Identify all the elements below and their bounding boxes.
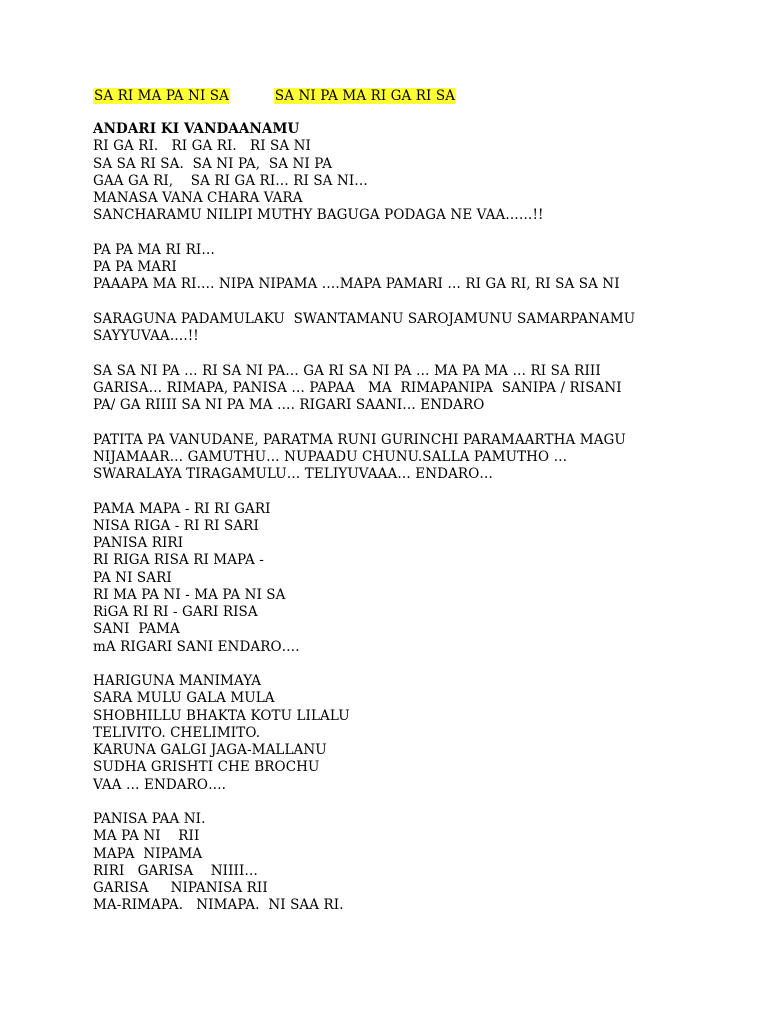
lyric-line: SARAGUNA PADAMULAKU SWANTAMANU SAROJAMUNU SAMARPANAMU [93, 310, 636, 327]
lyric-line: SANI PAMA [93, 621, 180, 638]
lyric-line: VAA … ENDARO…. [93, 776, 227, 793]
lyric-line: GARISA NIPANISA RII [93, 880, 268, 896]
lyric-line: RI MA PA NI - MA PA NI SA [93, 586, 286, 603]
lyric-line: RiGA RI RI - GARI RISA [93, 604, 258, 620]
spacer [93, 294, 743, 311]
lyric-line: NISA RIGA - RI RI SARI [93, 517, 259, 534]
lyric-line: SHOBHILLU BHAKTA KOTU LILALU [93, 707, 350, 724]
lyric-line: PA PA MA RI RI… [93, 241, 215, 258]
lyric-line: PAAAPA MA RI…. NIPA NIPAMA ….MAPA PAMARI … RI GA RI, RI SA SA NI [93, 276, 620, 293]
lyric-line: MA PA NI RII [93, 828, 200, 845]
lyric-line: HARIGUNA MANIMAYA [93, 673, 262, 689]
spacer [93, 105, 743, 121]
lyric-line: PANISA RIRI [93, 535, 184, 551]
lyric-line: PANISA PAA NI. [93, 811, 206, 827]
lyric-line: MAPA NIPAMA [93, 845, 203, 862]
spacer [93, 656, 743, 673]
lyric-line: SANCHARAMU NILIPI MUTHY BAGUGA PODAGA NE VAA……!! [93, 207, 544, 224]
lyric-line: SAYYUVAA….!! [93, 328, 199, 344]
lyric-line: MANASA VANA CHARA VARA [93, 190, 303, 206]
spacer [93, 414, 743, 431]
lyric-line: PATITA PA VANUDANE, PARATMA RUNI GURINCHI PARAMAARTHA MAGU [93, 431, 626, 448]
lyric-line: SUDHA GRISHTI CHE BROCHU [93, 759, 320, 776]
spacer [93, 483, 743, 500]
lyric-line: SWARALAYA TIRAGAMULU… TELIYUVAAA… ENDARO… [93, 466, 493, 482]
lyric-line: PA NI SARI [93, 569, 172, 586]
lyric-line: GAA GA RI, SA RI GA RI… RI SA NI… [93, 172, 368, 189]
scale-spacer [230, 88, 274, 104]
spacer [93, 794, 743, 811]
arohanam-highlight: SA RI MA PA NI SA [94, 88, 229, 104]
lyrics-content [93, 87, 743, 915]
lyric-line: PA PA MARI [93, 259, 177, 275]
lyric-line: mA RIGARI SANI ENDARO…. [93, 638, 300, 655]
avarohanam-highlight: SA NI PA MA RI GA RI SA [274, 88, 456, 104]
lyric-line: PAMA MAPA - RI RI GARI [93, 500, 271, 517]
lyric-line: RIRI GARISA NIIII… [93, 862, 259, 879]
lyric-line: KARUNA GALGI JAGA-MALLANU [93, 742, 327, 758]
lyric-line: SARA MULU GALA MULA [93, 690, 275, 707]
scale-line [93, 87, 743, 105]
section-heading: ANDARI KI VANDAANAMU [93, 121, 300, 137]
lyric-line: TELIVITO. CHELIMITO. [93, 724, 261, 741]
lyric-line: SA SA RI SA. SA NI PA, SA NI PA [93, 155, 333, 172]
lyric-line: RI RIGA RISA RI MAPA - [93, 552, 264, 569]
spacer [93, 225, 743, 242]
lyric-line: SA SA NI PA … RI SA NI PA… GA RI SA NI PA … MA PA MA … RI SA RIII [93, 362, 601, 379]
lyric-line: GARISA… RIMAPA, PANISA … PAPAA MA RIMAPANIPA SANIPA / RISANI [93, 379, 622, 396]
lyric-line: RI GA RI. RI GA RI. RI SA NI [93, 138, 311, 155]
lyric-line: MA-RIMAPA. NIMAPA. NI SAA RI. [93, 897, 344, 914]
lyric-line: NIJAMAAR… GAMUTHU… NUPAADU CHUNU.SALLA PAMUTHO … [93, 448, 568, 465]
lyric-line: PA/ GA RIIII SA NI PA MA …. RIGARI SAANI… ENDARO [93, 397, 485, 413]
spacer [93, 345, 743, 362]
